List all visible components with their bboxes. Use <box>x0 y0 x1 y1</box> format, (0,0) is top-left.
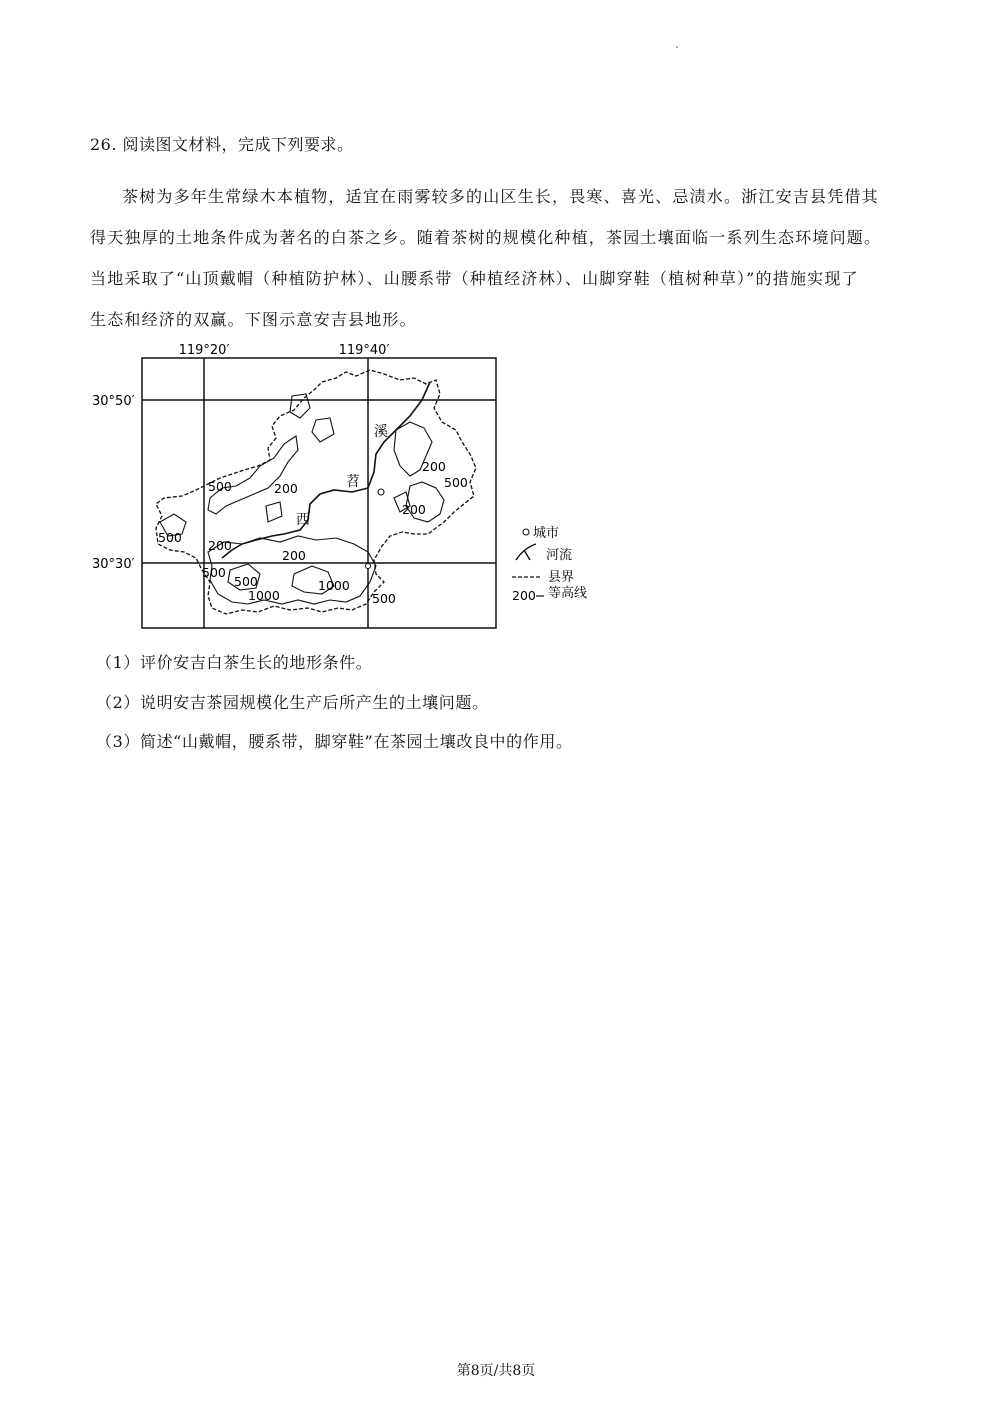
paragraph-line: 茶树为多年生常绿木本植物，适宜在雨雾较多的山区生长，畏寒、喜光、忌渍水。浙江安吉县凭借其 <box>122 187 879 206</box>
page-footer: 第8页/共8页 <box>456 1363 536 1379</box>
city-marker <box>378 489 384 495</box>
sub-question: （1）评价安吉白茶生长的地形条件。 <box>96 653 373 672</box>
contour-label: 200 <box>422 459 446 474</box>
lon-label: 119°20′ <box>178 343 230 358</box>
paragraph-line: 得天独厚的土地条件成为著名的白茶之乡。随着茶树的规模化种植，茶园土壤面临一系列生态环境问题。 <box>90 228 882 247</box>
legend-boundary-label: 县界 <box>548 570 575 585</box>
contour-label: 500 <box>234 574 258 589</box>
river-xitiao <box>222 382 430 558</box>
contour-label: 200 <box>274 481 298 496</box>
river-label: 溪 <box>374 424 388 440</box>
lon-label: 119°40′ <box>338 343 390 358</box>
legend-city-label: 城市 <box>533 526 560 541</box>
contour-label: 500 <box>372 591 396 606</box>
paragraph-line: 当地采取了“山顶戴帽（种植防护林）、山腰系带（种植经济林）、山脚穿鞋（植树种草）”的措施实现了 <box>90 269 859 288</box>
contour-label: 500 <box>202 565 226 580</box>
contour-label: 200 <box>208 538 232 553</box>
contour-label: 1000 <box>248 588 280 603</box>
contour-label: 200 <box>282 548 306 563</box>
contour-label: 500 <box>158 530 182 545</box>
contour-label: 500 <box>208 479 232 494</box>
legend-city-symbol <box>523 529 529 535</box>
question-title: 26. 阅读图文材料，完成下列要求。 <box>90 135 354 154</box>
sub-question: （3）简述“山戴帽，腰系带，脚穿鞋”在茶园土壤改良中的作用。 <box>96 732 573 751</box>
question-paragraph <box>90 176 906 340</box>
legend-contour-value: 200 <box>512 588 536 603</box>
lat-label: 30°30′ <box>92 557 135 572</box>
scan-speck <box>676 46 678 48</box>
river-label: 苕 <box>346 474 360 490</box>
anji-terrain-map <box>84 338 604 634</box>
map-legend <box>512 526 587 603</box>
contour-label: 200 <box>402 502 426 517</box>
river-label: 西 <box>296 512 310 528</box>
legend-river-symbol <box>516 544 536 560</box>
legend-river-label: 河流 <box>546 548 573 563</box>
paragraph-line: 生态和经济的双赢。下图示意安吉县地形。 <box>90 310 417 329</box>
contour-label: 1000 <box>318 578 350 593</box>
sub-question: （2）说明安吉茶园规模化生产后所产生的土壤问题。 <box>96 693 489 712</box>
contour-label: 500 <box>444 475 468 490</box>
legend-contour-label: 等高线 <box>548 586 588 601</box>
city-marker <box>366 564 371 569</box>
lat-label: 30°50′ <box>92 394 135 409</box>
